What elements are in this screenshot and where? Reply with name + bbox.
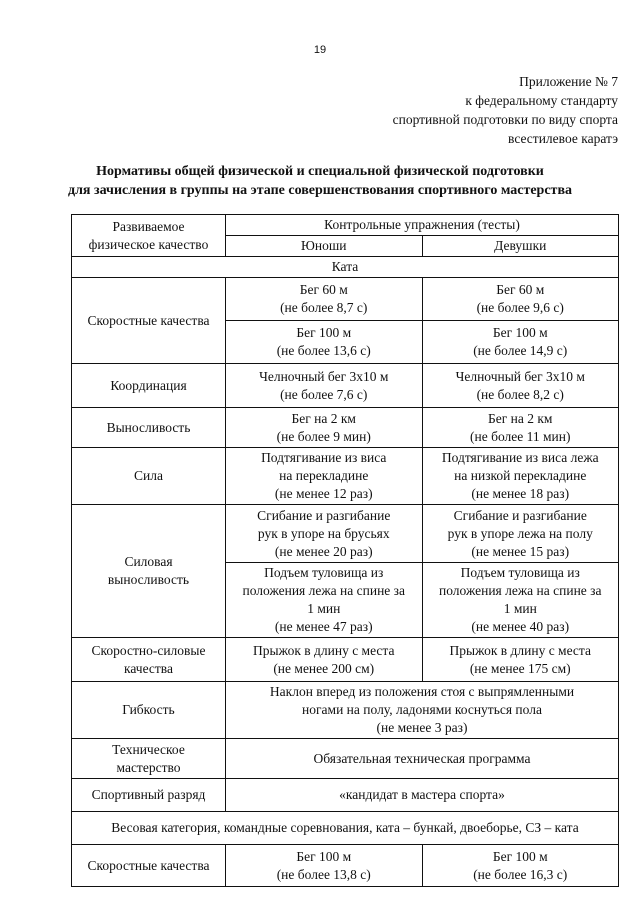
cell-line: (не менее 20 раз) xyxy=(274,543,373,559)
cell-line: (не более 13,6 с) xyxy=(276,343,371,358)
appendix-header xyxy=(393,72,618,148)
cell-line: Сгибание и разгибание xyxy=(257,507,391,523)
header-row xyxy=(72,215,619,236)
table-row xyxy=(72,364,619,408)
tests-header: Контрольные упражнения (тесты) xyxy=(226,215,619,236)
cell-line: рук в упоре на брусьях xyxy=(257,525,390,541)
cell-line: (не более 7,6 с) xyxy=(280,386,368,402)
cell-line: на низкой перекладине xyxy=(454,468,587,483)
table-row xyxy=(72,408,619,448)
cell-line: мастерство xyxy=(116,759,181,775)
cell-line: на перекладине xyxy=(279,468,369,483)
cell-line: (не менее 200 см) xyxy=(273,660,375,676)
cell-line: Прыжок в длину с места xyxy=(253,642,395,658)
quality-speed-2: Скоростные качества xyxy=(72,845,226,887)
girls-header: Девушки xyxy=(422,236,619,257)
cell-line: Челночный бег 3x10 м xyxy=(259,368,389,384)
cell-line: Прыжок в длину с места xyxy=(449,642,591,658)
page-number: 19 xyxy=(313,44,327,56)
section-weight: Весовая категория, командные соревнования, ката – бункай, двоеборье, СЗ – ката xyxy=(72,812,619,845)
norms-table xyxy=(71,214,619,887)
cell-line: Подтягивание из виса xyxy=(261,450,387,465)
quality-flexibility: Гибкость xyxy=(72,682,226,739)
girls-pushups-floor xyxy=(422,505,619,563)
table-row xyxy=(72,739,619,779)
boys-situps xyxy=(226,563,423,638)
cell-line: Силовая xyxy=(124,554,173,569)
quality-strength: Сила xyxy=(72,448,226,505)
cell-line: Наклон вперед из положения стоя с выпрямленными xyxy=(269,684,575,699)
girls-run-2km xyxy=(422,408,619,448)
cell-line: выносливость xyxy=(107,572,190,587)
cell-line: Бег 100 м xyxy=(492,848,548,864)
cell-line: Бег на 2 км xyxy=(291,410,356,426)
cell-line: (не более 9,6 с) xyxy=(476,300,564,315)
cell-line: (не менее 18 раз) xyxy=(471,486,570,501)
quality-coordination: Координация xyxy=(72,364,226,408)
cell-line: Бег на 2 км xyxy=(488,410,553,426)
boys-pullups xyxy=(226,448,423,505)
cell-line: (не менее 175 см) xyxy=(469,660,571,676)
appendix-line-3: спортивной подготовки по виду спорта xyxy=(392,112,618,127)
table-row xyxy=(72,505,619,563)
section-row-weight xyxy=(72,812,619,845)
cell-line: Подъем туловища из xyxy=(264,565,384,580)
cell-line: (не менее 3 раз) xyxy=(376,720,468,735)
cell-line: Бег 60 м xyxy=(299,282,348,297)
quality-technical xyxy=(72,739,226,779)
cell-line: (не менее 40 раз) xyxy=(471,619,570,634)
girls-long-jump xyxy=(422,638,619,682)
rank-value: «кандидат в мастера спорта» xyxy=(226,779,619,812)
technical-program: Обязательная техническая программа xyxy=(226,739,619,779)
table-row xyxy=(72,682,619,739)
girls-pullups xyxy=(422,448,619,505)
cell-line: Подтягивание из виса лежа xyxy=(441,450,599,465)
cell-line: (не более 9 мин) xyxy=(276,428,371,444)
cell-line: Скоростно-силовые xyxy=(91,642,206,658)
cell-line: (не более 13,8 с) xyxy=(276,866,371,882)
cell-line: Челночный бег 3x10 м xyxy=(455,368,585,384)
quality-speed: Скоростные качества xyxy=(72,278,226,364)
girls-run-60 xyxy=(422,278,619,321)
quality-rank: Спортивный разряд xyxy=(72,779,226,812)
cell-line: (не более 14,9 с) xyxy=(473,343,568,358)
boys-long-jump xyxy=(226,638,423,682)
cell-line: (не более 11 мин) xyxy=(470,428,571,444)
flexibility-test xyxy=(226,682,619,739)
quality-header xyxy=(72,215,226,257)
boys-run-2km xyxy=(226,408,423,448)
cell-line: (не более 8,7 с) xyxy=(280,300,368,315)
cell-line: Техническое xyxy=(112,741,185,757)
girls-shuttle-run xyxy=(422,364,619,408)
table-row xyxy=(72,845,619,887)
title-line-1: Нормативы общей физической и специальной физической подготовки xyxy=(96,164,544,179)
section-row-kata xyxy=(72,257,619,278)
title-line-2: для зачисления в группы на этапе совершенствования спортивного мастерства xyxy=(67,183,572,198)
appendix-line-2: к федеральному стандарту xyxy=(465,93,618,108)
table-row xyxy=(72,638,619,682)
cell-line: (не более 8,2 с) xyxy=(476,386,564,402)
quality-header-line1: Развиваемое xyxy=(112,218,185,234)
cell-line: Сгибание и разгибание xyxy=(453,507,587,523)
cell-line: (не более 16,3 с) xyxy=(473,866,568,882)
cell-line: Бег 60 м xyxy=(496,282,545,297)
cell-line: Бег 100 м xyxy=(492,325,548,340)
quality-strength-endurance xyxy=(72,505,226,638)
boys-pushups-bars xyxy=(226,505,423,563)
boys-shuttle-run xyxy=(226,364,423,408)
cell-line: 1 мин xyxy=(307,601,341,616)
appendix-line-4: всестилевое каратэ xyxy=(508,131,618,146)
table-row xyxy=(72,278,619,321)
cell-line: 1 мин xyxy=(503,601,537,616)
cell-line: ногами на полу, ладонями коснуться пола xyxy=(302,702,542,717)
girls-situps xyxy=(422,563,619,638)
cell-line: Бег 100 м xyxy=(296,325,352,340)
boys-run-60 xyxy=(226,278,423,321)
boys-run-100 xyxy=(226,321,423,364)
quality-speed-strength xyxy=(72,638,226,682)
cell-line: положения лежа на спине за xyxy=(439,583,602,598)
document-title xyxy=(20,162,620,200)
quality-endurance: Выносливость xyxy=(72,408,226,448)
cell-line: (не менее 15 раз) xyxy=(471,543,570,559)
girls-run-100-2 xyxy=(422,845,619,887)
cell-line: рук в упоре лежа на полу xyxy=(447,525,593,541)
table-row xyxy=(72,448,619,505)
cell-line: (не менее 47 раз) xyxy=(274,619,373,634)
cell-line: Бег 100 м xyxy=(296,848,352,864)
boys-run-100-2 xyxy=(226,845,423,887)
cell-line: (не менее 12 раз) xyxy=(274,486,373,501)
appendix-line-1: Приложение № 7 xyxy=(519,74,618,89)
cell-line: положения лежа на спине за xyxy=(242,583,405,598)
cell-line: качества xyxy=(123,660,173,676)
quality-header-line2: физическое качество xyxy=(88,236,209,252)
girls-run-100 xyxy=(422,321,619,364)
table-row xyxy=(72,779,619,812)
cell-line: Подъем туловища из xyxy=(460,565,580,580)
boys-header: Юноши xyxy=(226,236,423,257)
section-kata: Ката xyxy=(72,257,619,278)
